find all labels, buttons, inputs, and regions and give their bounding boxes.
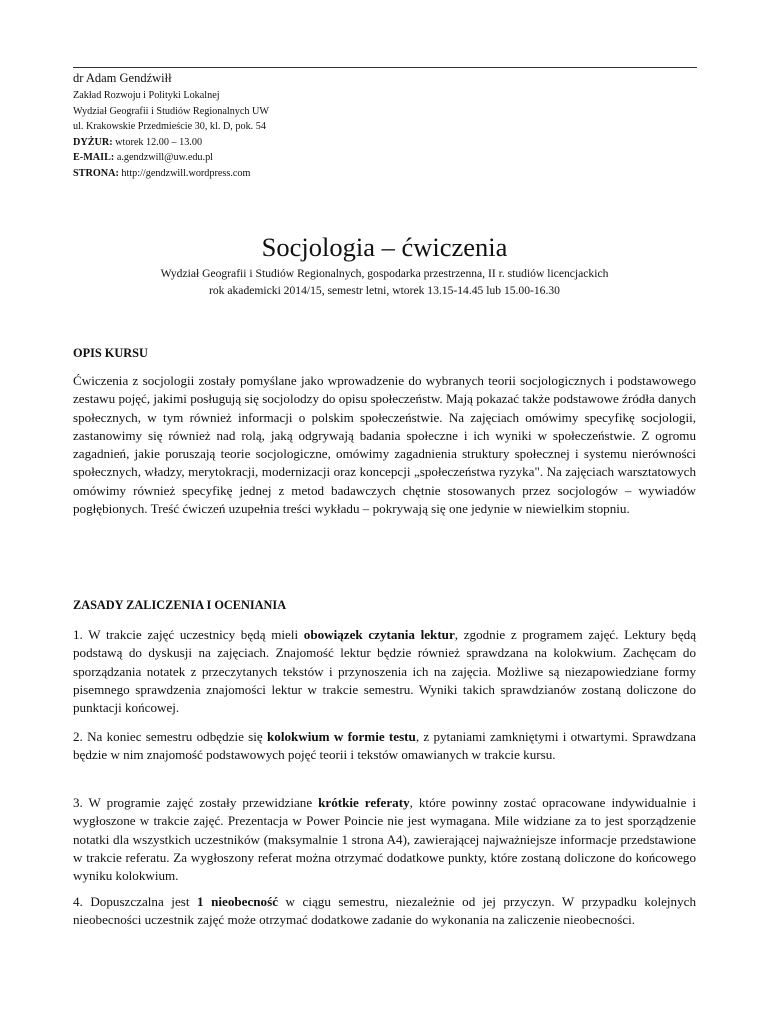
- author-name: dr Adam Gendźwiłł: [73, 71, 172, 85]
- rule-2-text-c: , z pytaniami zamkniętymi i otwartymi. Sprawdzana będzie w nim znajomość podstawowych pojęć teorii i tekstów omawianych w trakcie kursu.: [73, 729, 696, 763]
- author-header: [73, 70, 696, 182]
- faculty-line: Wydział Geografii i Studiów Regionalnych UW: [73, 105, 270, 117]
- rule-4-emphasis: 1 nieobecność: [197, 894, 279, 909]
- rule-4-text-c: w ciągu semestru, niezależnie od jej przyczyn. W przypadku kolejnych nieobecności uczestnik zajęć może otrzymać dodatkowe zadanie do wykonania na zaliczenie nieobecności.: [73, 894, 696, 928]
- subtitle-line-1: Wydział Geografii i Studiów Regionalnych, gospodarka przestrzenna, II r. studiów licencjackich: [160, 267, 609, 280]
- email-label: E-MAIL:: [73, 152, 115, 164]
- unit-line: Zakład Rozwoju i Polityki Lokalnej: [73, 90, 220, 101]
- email-line: [73, 150, 696, 166]
- duty-label: DYŻUR:: [73, 136, 113, 148]
- website-label: STRONA:: [73, 167, 119, 179]
- subtitle-line-2: rok akademicki 2014/15, semestr letni, wtorek 13.15-14.45 lub 15.00-16.30: [209, 283, 560, 297]
- grading-heading: ZASADY ZALICZENIA I OCENIANIA: [73, 598, 287, 612]
- address-line: ul. Krakowskie Przedmieście 30, kl. D, pok. 54: [73, 121, 266, 133]
- website-line: [73, 166, 696, 182]
- grading-rule-3: [73, 794, 696, 885]
- rule-4-text-a: 4. Dopuszczalna jest: [73, 894, 198, 909]
- website-value[interactable]: http://gendzwill.wordpress.com: [118, 167, 251, 179]
- course-description-heading: OPIS KURSU: [73, 346, 148, 360]
- rule-3-text-a: 3. W programie zajęć zostały przewidziane: [73, 795, 319, 810]
- grading-rule-1: [73, 626, 696, 717]
- duty-line: [73, 135, 696, 151]
- header-rule: [73, 67, 697, 68]
- rule-1-text-a: 1. W trakcie zajęć uczestnicy będą mieli: [73, 627, 304, 642]
- document-title: Socjologia – ćwiczenia: [261, 232, 508, 262]
- course-description-text: Ćwiczenia z socjologii zostały pomyślane jako wprowadzenie do wybranych teorii socjologicznych i podstawowego zestawu pojęć, jakimi posługują się socjolodzy do opisu społeczeństw. Mają pokazać także podstawowe źródła danych społecznych, w tym również informacji o polskim społeczeństwie. Na zajęciach omówimy specyfikę socjologii, zastanowimy się również nad rolą, jaką odgrywają badania społeczne i ich wyniki w społeczeństwie. Z ogromu zagadnień, jakie poruszają teorie socjologiczne, omówimy zagadnienia struktury społecznej i systemu nierówności społecznych, władzy, merytokracji, modernizacji oraz koncepcji „społeczeństwa ryzyka". Na zajęciach warsztatowych omówimy również specyfikę jednej z metod badawczych chętnie stosowanych przez socjologów – wywiadów pogłębionych. Treść ćwiczeń uzupełnia treści wykładu – pokrywają się one jedynie w niewielkim stopniu.: [73, 373, 696, 517]
- duty-value: wtorek 12.00 – 13.00: [112, 136, 203, 148]
- grading-rule-2: [73, 728, 696, 765]
- rule-1-emphasis: obowiązek czytania lektur: [303, 627, 455, 642]
- rule-3-text-c: , które powinny zostać opracowane indywidualnie i wygłoszone w trakcie zajęć. Prezentacja w Power Poincie nie jest wymagana. Mile widziane za to jest sporządzenie notatki dla wszystkich uczestników (maksymalnie 1 strona A4), zawierającej najważniejsze informacje przedstawione w trakcie referatu. Za wygłoszony referat można otrzymać dodatkowe punkty, które zostaną doliczone do końcowego wyniku kolokwium.: [73, 795, 696, 884]
- rule-2-text-a: 2. Na koniec semestru odbędzie się: [73, 729, 267, 744]
- email-value[interactable]: a.gendzwill@uw.edu.pl: [114, 152, 213, 164]
- rule-3-emphasis: krótkie referaty: [318, 795, 410, 810]
- rule-1-text-c: , zgodnie z programem zajęć. Lektury będą podstawą do dyskusji na zajęciach. Znajomość lektur będzie również sprawdzana na kolokwium. Zachęcam do sporządzania notatek z przeczytanych tekstów i przynoszenia ich na zajęcia. Możliwe są niezapowiedziane formy pisemnego sprawdzenia znajomości lektur w trakcie semestru. Wyniki takich sprawdzianów zostaną doliczone do punktacji końcowej.: [73, 627, 697, 716]
- title-block: [73, 228, 696, 299]
- grading-rule-4: [73, 893, 696, 930]
- rule-2-emphasis: kolokwium w formie testu: [266, 729, 416, 744]
